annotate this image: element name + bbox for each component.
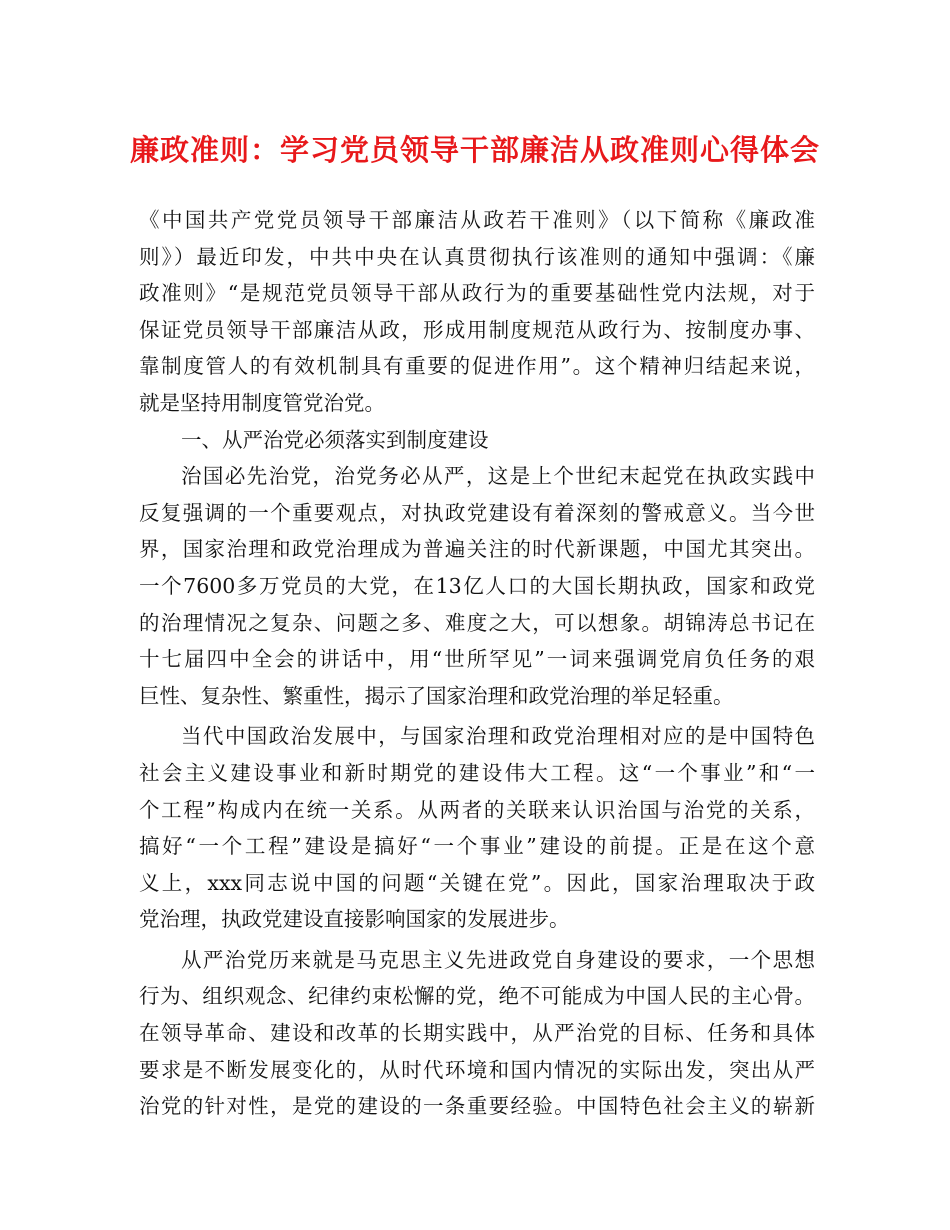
- text-line: 党治理，执政党建设直接影响国家的发展进步。: [139, 907, 570, 932]
- paragraph-2: [139, 718, 815, 938]
- text-line: 巨性、复杂性、繁重性，揭示了国家治理和政党治理的举足轻重。: [139, 683, 734, 708]
- text-line: 靠制度管人的有效机制具有重要的促进作用”。这个精神归结起来说，: [139, 354, 815, 379]
- text-line: 在领导革命、建设和改革的长期实践中，从严治党的目标、任务和具体: [139, 1021, 815, 1046]
- paragraph-intro: [139, 202, 815, 422]
- text-line: 十七届四中全会的讲话中，用“世所罕见”一词来强调党肩负任务的艰: [139, 647, 815, 672]
- document-body: [139, 202, 815, 1125]
- paragraph-1: [139, 458, 815, 714]
- text-line: 就是坚持用制度管党治党。: [139, 390, 385, 415]
- text-line: 义上，xxx同志说中国的问题“关键在党”。因此，国家治理取决于政: [139, 870, 815, 895]
- text-line: 保证党员领导干部廉洁从政，形成用制度规范从政行为、按制度办事、: [139, 317, 815, 342]
- text-line: 界，国家治理和政党治理成为普遍关注的时代新课题，中国尤其突出。: [139, 537, 815, 562]
- section-heading: [139, 422, 815, 459]
- text-line: 反复强调的一个重要观点，对执政党建设有着深刻的警戒意义。当今世: [139, 500, 815, 525]
- text-line: 政准则》“是规范党员领导干部从政行为的重要基础性党内法规，对于: [139, 281, 815, 306]
- paragraph-3: [139, 942, 815, 1125]
- text-line: 一个7600多万党员的大党，在13亿人口的大国长期执政，国家和政党: [139, 573, 815, 598]
- text-line: 个工程”构成内在统一关系。从两者的关联来认识治国与治党的关系，: [139, 797, 815, 822]
- text-line: 治国必先治党，治党务必从严，这是上个世纪末起党在执政实践中: [181, 464, 815, 489]
- heading-text: 一、从严治党必须落实到制度建设: [181, 427, 489, 452]
- document-title: 廉政准则：学习党员领导干部廉洁从政准则心得体会: [129, 133, 820, 167]
- text-line: 治党的针对性，是党的建设的一条重要经验。中国特色社会主义的崭新: [139, 1094, 815, 1119]
- text-line: 的治理情况之复杂、问题之多、难度之大，可以想象。胡锦涛总书记在: [139, 610, 815, 635]
- text-line: 则》）最近印发，中共中央在认真贯彻执行该准则的通知中强调：《廉: [139, 244, 815, 269]
- text-line: 行为、组织观念、纪律约束松懈的党，绝不可能成为中国人民的主心骨。: [139, 984, 815, 1009]
- text-line: 从严治党历来就是马克思主义先进政党自身建设的要求，一个思想: [181, 947, 815, 972]
- text-line: 社会主义建设事业和新时期党的建设伟大工程。这“一个事业”和“一: [139, 760, 815, 785]
- text-line: 搞好“一个工程”建设是搞好“一个事业”建设的前提。正是在这个意: [139, 834, 815, 859]
- text-line: 《中国共产党党员领导干部廉洁从政若干准则》（以下简称《廉政准: [139, 208, 815, 232]
- text-line: 要求是不断发展变化的，从时代环境和国内情况的实际出发，突出从严: [139, 1057, 815, 1082]
- text-line: 当代中国政治发展中，与国家治理和政党治理相对应的是中国特色: [181, 724, 815, 749]
